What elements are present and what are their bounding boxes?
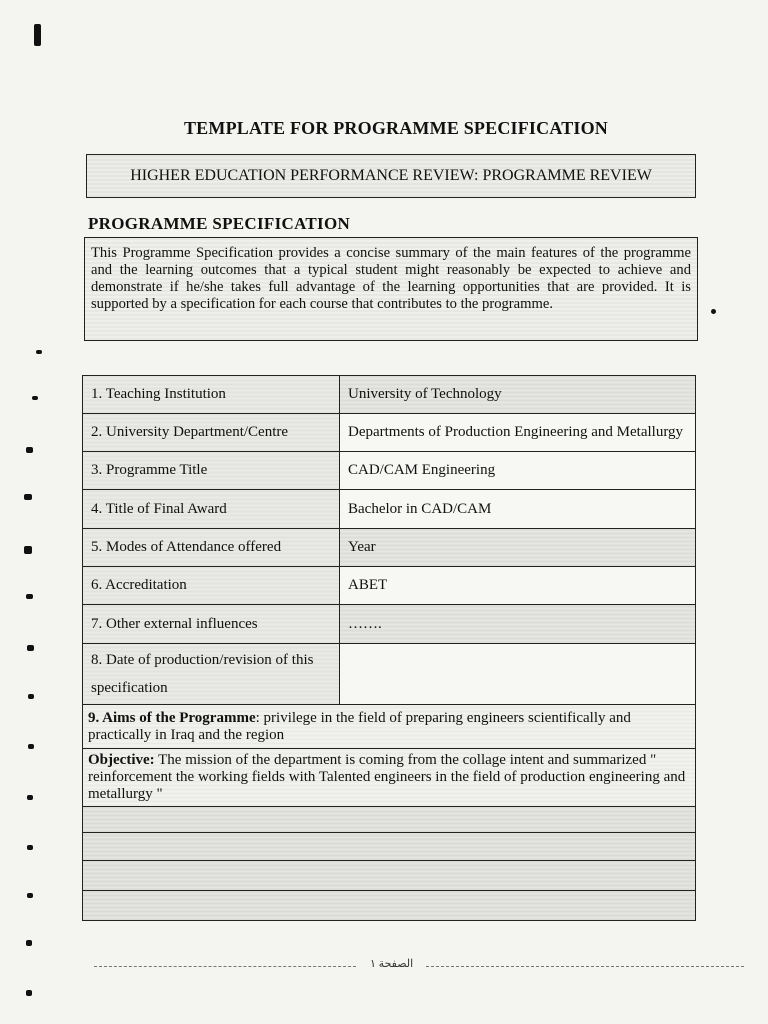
summary-text: This Programme Specification provides a concise summary of the main features of the programme and the learning outcomes that a typical student might reasonably be expected to achieve and demonstrate if he/she takes full advantage of the learning opportunities that are provided. It is supported by a specification for each course that contributes to the programme. xyxy=(91,245,691,312)
objective-cell xyxy=(83,749,696,807)
table-row xyxy=(83,490,696,529)
table-row xyxy=(83,376,696,414)
summary-box xyxy=(84,237,698,341)
row-label: 7. Other external influences xyxy=(83,605,340,644)
row-value: Bachelor in CAD/CAM xyxy=(340,490,696,529)
row-value: CAD/CAM Engineering xyxy=(340,452,696,490)
footer-rule-right xyxy=(426,966,744,967)
row-label: 5. Modes of Attendance offered xyxy=(83,529,340,567)
row-value: ……. xyxy=(340,605,696,644)
aims-heading: 9. Aims of the Programme xyxy=(88,709,256,726)
row-label: 6. Accreditation xyxy=(83,567,340,605)
review-header-text: HIGHER EDUCATION PERFORMANCE REVIEW: PROGRAMME REVIEW xyxy=(130,167,652,184)
row-label: 1. Teaching Institution xyxy=(83,376,340,414)
row-value xyxy=(340,644,696,705)
row-value: Year xyxy=(340,529,696,567)
row-label: 2. University Department/Centre xyxy=(83,414,340,452)
specification-table xyxy=(82,375,696,921)
section-heading: PROGRAMME SPECIFICATION xyxy=(88,214,351,233)
row-label: 4. Title of Final Award xyxy=(83,490,340,529)
empty-row xyxy=(83,807,696,833)
review-header-box xyxy=(86,154,696,198)
objective-text: The mission of the department is coming from the collage intent and summarized " reinforcement the working fields with Talented engineers in the field of production engineering and metallurgy " xyxy=(88,752,686,802)
document-title: TEMPLATE FOR PROGRAMME SPECIFICATION xyxy=(183,118,609,138)
table-row xyxy=(83,529,696,567)
row-value: University of Technology xyxy=(340,376,696,414)
table-row xyxy=(83,452,696,490)
aims-text: : privilege in the field of preparing engineers scientifically and practically in Iraq and the region xyxy=(88,709,631,743)
row-label: 8. Date of production/revision of this specification xyxy=(83,644,340,705)
empty-row xyxy=(83,833,696,861)
objective-row xyxy=(83,749,696,807)
footer-rule-left xyxy=(94,966,356,967)
row-label: 3. Programme Title xyxy=(83,452,340,490)
empty-row xyxy=(83,861,696,891)
row-value: Departments of Production Engineering and Metallurgy xyxy=(340,414,696,452)
footer-page-number: الصفحة ١ xyxy=(370,958,414,970)
objective-heading: Objective: xyxy=(88,752,155,768)
page-footer xyxy=(94,960,744,972)
aims-cell xyxy=(83,705,696,749)
table-row xyxy=(83,567,696,605)
empty-row xyxy=(83,891,696,921)
row-value: ABET xyxy=(340,567,696,605)
aims-row xyxy=(83,705,696,749)
table-row xyxy=(83,644,696,705)
table-row xyxy=(83,605,696,644)
table-row xyxy=(83,414,696,452)
